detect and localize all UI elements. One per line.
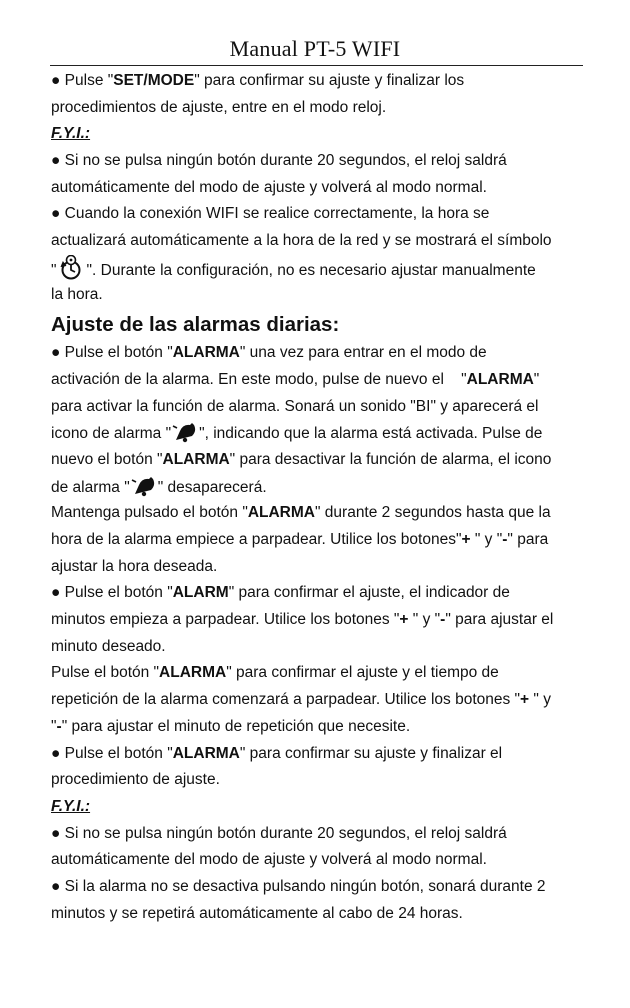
text-line: ● Pulse el botón "ALARMA" una vez para entrar en el modo de [51, 344, 487, 362]
page-title: Manual PT-5 WIFI [229, 36, 401, 61]
text-line: automáticamente del modo de ajuste y volverá al modo normal. [51, 851, 487, 869]
text-line: " ". Durante la configuración, no es necesario ajustar manualmente [51, 255, 583, 282]
button-name-alarm: ALARM [172, 584, 229, 602]
text-line: automáticamente del modo de ajuste y volverá al modo normal. [51, 178, 487, 196]
text-line: ● Pulse "SET/MODE" para confirmar su ajuste y finalizar los [51, 72, 465, 89]
button-name-plus: + [399, 611, 409, 629]
text-line: procedimientos de ajuste, entre en el modo reloj. [51, 98, 387, 116]
button-name-alarma: ALARMA [466, 370, 534, 388]
button-name-alarma: ALARMA [172, 744, 240, 762]
button-name-alarma: ALARMA [172, 344, 240, 362]
button-name-alarma: ALARMA [247, 504, 315, 522]
text-line: ajustar la hora deseada. [51, 557, 218, 575]
text-line: la hora. [51, 285, 103, 303]
button-name-plus: + [461, 531, 471, 548]
text-line: minuto deseado. [51, 637, 166, 655]
button-name-set-mode: SET/MODE [113, 72, 195, 89]
text-line: ● Cuando la conexión WIFI se realice correctamente, la hora se [51, 205, 490, 223]
text-line: minutos empieza a parpadear. Utilice los botones "+ " y "-" para ajustar el [51, 611, 554, 629]
text-line: ● Pulse el botón "ALARMA" para confirmar su ajuste y finalizar el [51, 744, 503, 762]
button-name-minus: - [440, 611, 446, 629]
button-name-alarma: ALARMA [159, 664, 227, 682]
text-line: repetición de la alarma comenzará a parpadear. Utilice los botones "+ " y [51, 691, 551, 709]
fyi-label: F.Y.I.: [51, 797, 91, 815]
text-line: Pulse el botón "ALARMA" para confirmar el ajuste y el tiempo de [51, 664, 499, 682]
button-name-minus: - [56, 717, 62, 735]
button-name-alarma: ALARMA [162, 450, 230, 468]
text-line: ● Pulse el botón "ALARM" para confirmar el ajuste, el indicador de [51, 584, 510, 602]
text-line: ● Si la alarma no se desactiva pulsando ningún botón, sonará durante 2 [51, 877, 546, 895]
text-line: para activar la función de alarma. Sonará un sonido "BI" y aparecerá el [51, 397, 539, 415]
text-line: hora de la alarma empiece a parpadear. Utilice los botones"+ " y "-" para [51, 531, 549, 548]
button-name-minus: - [502, 531, 508, 548]
text-line: ● Si no se pulsa ningún botón durante 20 segundos, el reloj saldrá [51, 152, 507, 170]
text-line: activación de la alarma. En este modo, pulse de nuevo el "ALARMA" [51, 370, 540, 388]
text-line: nuevo el botón "ALARMA" para desactivar la función de alarma, el icono [51, 450, 552, 468]
text-line: Mantenga pulsado el botón "ALARMA" durante 2 segundos hasta que la [51, 504, 551, 522]
text-line: "-" para ajustar el minuto de repetición que necesite. [51, 717, 411, 735]
text-line: ● Si no se pulsa ningún botón durante 20 segundos, el reloj saldrá [51, 824, 507, 842]
header-divider [50, 65, 583, 66]
text-line: de alarma " " desaparecerá. [51, 474, 583, 501]
section-heading: Ajuste de las alarmas diarias: [51, 313, 340, 337]
text-line: procedimiento de ajuste. [51, 771, 220, 789]
text-line: icono de alarma " ", indicando que la alarma está activada. Pulse de [51, 420, 583, 447]
fyi-label: F.Y.I.: [51, 125, 91, 143]
document-body [51, 68, 583, 927]
text-line: minutos y se repetirá automáticamente al cabo de 24 horas. [51, 904, 463, 922]
text-line: actualizará automáticamente a la hora de la red y se mostrará el símbolo [51, 232, 552, 250]
button-name-plus: + [520, 691, 530, 709]
